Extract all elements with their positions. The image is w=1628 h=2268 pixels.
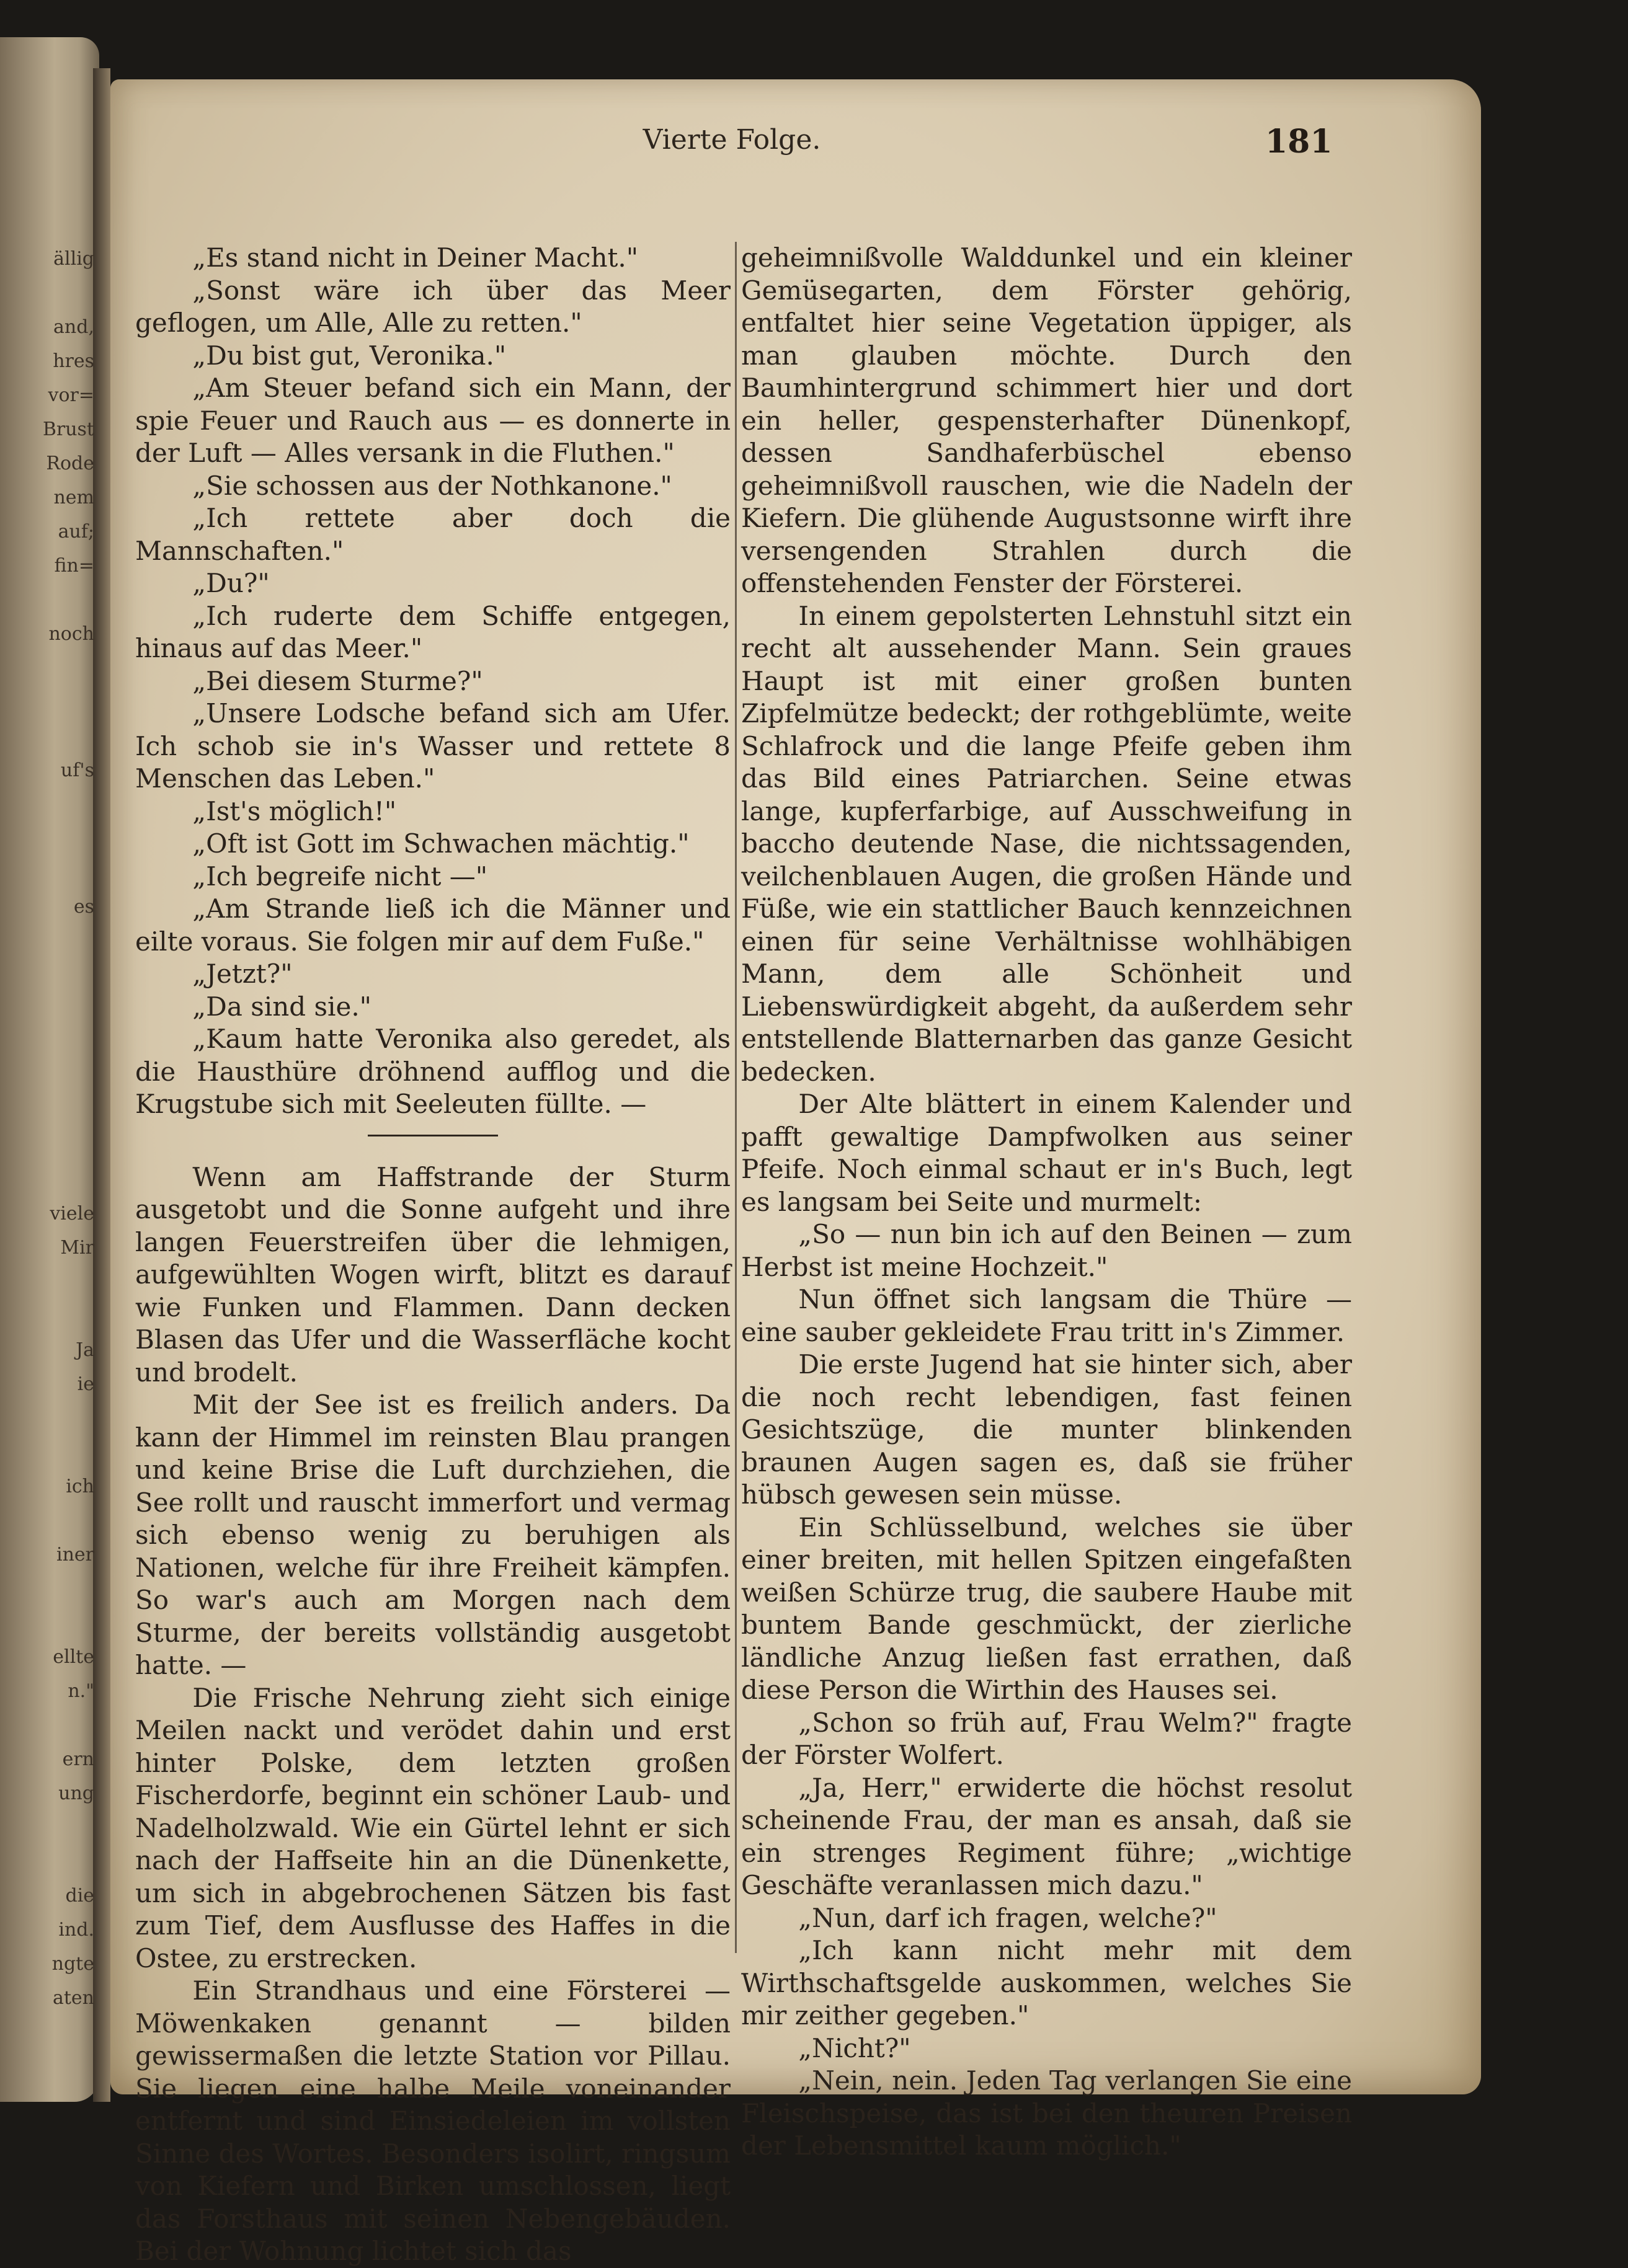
left-text-column xyxy=(135,242,731,2268)
paragraph: „Du bist gut, Veronika." xyxy=(192,340,507,371)
spine-text-fragment: uf's xyxy=(60,760,94,781)
paragraph: „Ich begreife nicht —" xyxy=(192,861,488,892)
running-head: Vierte Folge. xyxy=(643,124,821,156)
paragraph: „Es stand nicht in Deiner Macht." xyxy=(192,242,639,273)
book-gutter xyxy=(93,68,110,2102)
paragraph: „Nun, darf ich fragen, welche?" xyxy=(798,1902,1217,1933)
paragraph: „Unsere Lodsche befand sich am Ufer. Ich schob sie in's Wasser und rettete 8 Menschen das Leben." xyxy=(135,698,731,794)
paragraph: geheimnißvolle Walddunkel und ein kleiner Gemüsegarten, dem Förster gehörig, entfaltet hier seine Vegetation üppiger, als man glauben möchte. Durch den Baumhintergrund schimmert hier und dort ein heller, gespensterhafter Dünenkopf, dessen Sandhaferbüschel ebenso geheimnißvoll rauschen, wie die Nadeln der Kiefern. Die glühende Augustsonne wirft ihre versengenden Strahlen durch die offenstehenden Fenster der Försterei. xyxy=(741,242,1352,598)
spine-text-fragment: viele xyxy=(50,1203,94,1225)
paragraph: „Ja, Herr," erwiderte die höchst resolut scheinende Frau, der man es ansah, daß sie ein strenges Regiment führe; „wichtige Geschäfte veranlassen mich dazu." xyxy=(741,1772,1352,1900)
spine-text-fragment: auf; xyxy=(58,521,94,543)
paragraph: „Nicht?" xyxy=(798,2032,911,2063)
spine-text-fragment: die xyxy=(65,1885,94,1907)
paragraph: „Oft ist Gott im Schwachen mächtig." xyxy=(192,828,690,859)
spine-text-fragment: Brust xyxy=(42,419,94,440)
spine-text-fragment: noch xyxy=(48,623,94,645)
spine-text-fragment: aten xyxy=(52,1987,94,2009)
spine-text-fragment: ung xyxy=(58,1783,94,1804)
spine-text-fragment: Ja xyxy=(76,1339,94,1361)
spine-text-fragment: ind. xyxy=(58,1919,94,1941)
paragraph: „Sonst wäre ich über das Meer geflogen, um Alle, Alle zu retten." xyxy=(135,275,731,338)
paragraph: „Am Strande ließ ich die Männer und eilte voraus. Sie folgen mir auf dem Fuße." xyxy=(135,893,731,957)
paragraph: Die erste Jugend hat sie hinter sich, aber die noch recht lebendigen, fast feinen Gesichtszüge, die munter blinkenden braunen Augen sagen es, daß sie früher hübsch gewesen sein müsse. xyxy=(741,1349,1352,1510)
paragraph: „Jetzt?" xyxy=(192,959,293,989)
spine-text-fragment: ngte xyxy=(51,1953,94,1975)
spine-text-fragment: n." xyxy=(68,1680,94,1702)
section-separator-rule xyxy=(368,1135,498,1136)
paragraph: Mit der See ist es freilich anders. Da kann der Himmel im reinsten Blau prangen und keine Brise die Luft durchziehen, die See rollt und rauscht immerfort und vermag sich ebenso wenig zu beruhigen als Nationen, welche für ihre Freiheit kämpfen. So war's auch am Morgen nach dem Sturme, der bereits vollständig ausgetobt hatte. — xyxy=(135,1389,731,1680)
paragraph: „Ist's möglich!" xyxy=(192,795,397,826)
paragraph: „Sie schossen aus der Nothkanone." xyxy=(192,470,672,501)
spine-text-fragment: vor= xyxy=(48,384,94,406)
spine-text-fragment: ällig xyxy=(53,248,94,270)
paragraph: „Schon so früh auf, Frau Welm?" fragte der Förster Wolfert. xyxy=(741,1707,1352,1770)
spine-text-fragment: ern xyxy=(62,1748,94,1770)
paragraph: Die Frische Nehrung zieht sich einige Meilen nackt und verödet dahin und erst hinter Polske, dem letzten großen Fischerdorfe, beginnt ein schöner Laub- und Nadelholzwald. Wie ein Gürtel lehnt er sich nach der Haffseite hin an die Dünenkette, um sich in abgebrochenen Sätzen bis fast zum Tief, dem Ausflusse des Haffes in die Ostee, zu erstrecken. xyxy=(135,1682,731,1973)
column-divider-rule xyxy=(735,242,737,1953)
spine-text-fragment: es xyxy=(73,896,94,918)
spine-text-fragment: Mir xyxy=(60,1237,94,1259)
paragraph: „Ich rettete aber doch die Mannschaften." xyxy=(135,503,731,566)
spine-text-fragment: iner xyxy=(56,1544,94,1566)
spine-text-fragment: ich xyxy=(66,1476,94,1497)
spine-text-fragment: Rode xyxy=(46,453,94,474)
spine-text-fragment: and, xyxy=(53,316,94,338)
spine-text-fragment: hres xyxy=(53,350,94,372)
paragraph: Der Alte blättert in einem Kalender und pafft gewaltige Dampfwolken aus seiner Pfeife. Noch einmal schaut er in's Buch, legt es langsam bei Seite und murmelt: xyxy=(741,1089,1352,1217)
spine-text-fragment: nem xyxy=(53,487,94,508)
spine-text-fragment: fin= xyxy=(54,555,94,577)
paragraph: „Du?" xyxy=(192,568,270,598)
right-text-column xyxy=(741,242,1352,2163)
paragraph: Ein Strandhaus und eine Försterei — Möwenkaken genannt — bilden gewissermaßen die letzte Station vor Pillau. Sie liegen eine halbe Meile voneinander entfernt und sind Einsiedeleien im vollsten Sinne des Wortes. Besonders isolirt, ringsum von Kiefern und Birken umschlossen, liegt das Forsthaus mit seinen Nebengebäuden. Bei der Wohnung lichtet sich das xyxy=(135,1975,731,2266)
paragraph: „Ich kann nicht mehr mit dem Wirthschaftsgelde auskommen, welches Sie mir zeither gegeben." xyxy=(741,1935,1352,2031)
paragraph: „Kaum hatte Veronika also geredet, als die Hausthüre dröhnend aufflog und die Krugstube sich mit Seeleuten füllte. — xyxy=(135,1024,731,1119)
paragraph: „Am Steuer befand sich ein Mann, der spie Feuer und Rauch aus — es donnerte in der Luft — Alles versank in die Fluthen." xyxy=(135,373,731,468)
paragraph: „Da sind sie." xyxy=(192,991,371,1022)
paragraph: „Bei diesem Sturme?" xyxy=(192,665,483,696)
paragraph: „So — nun bin ich auf den Beinen — zum Herbst ist meine Hochzeit." xyxy=(741,1219,1352,1282)
paragraph: Ein Schlüsselbund, welches sie über einer breiten, mit hellen Spitzen eingefaßten weißen Schürze trug, die saubere Haube mit buntem Bande geschmückt, der zierliche ländliche Anzug ließen fast errathen, daß diese Person die Wirthin des Hauses sei. xyxy=(741,1512,1352,1705)
page-number: 181 xyxy=(1265,123,1333,161)
paragraph: „Ich ruderte dem Schiffe entgegen, hinaus auf das Meer." xyxy=(135,600,731,663)
spine-text-fragment: ellte xyxy=(53,1646,94,1668)
paragraph: Wenn am Haffstrande der Sturm ausgetobt und die Sonne aufgeht und ihre langen Feuerstreifen über die lehmigen, aufgewühlten Wogen wirft, blitzt es darauf wie Funken und Flammen. Dann decken Blasen das Ufer und die Wasserfläche kocht und brodelt. xyxy=(135,1161,731,1388)
paragraph: In einem gepolsterten Lehnstuhl sitzt ein recht alt aussehender Mann. Sein graues Haupt ist mit einer großen bunten Zipfelmütze bedeckt; der rothgeblümte, weite Schlafrock und die lange Pfeife geben ihm das Bild eines Patriarchen. Seine etwas lange, kupferfarbige, auf Ausschweifung in baccho deutende Nase, die nichtssagenden, veilchenblauen Augen, die großen Hände und Füße, wie ein stattlicher Bauch kennzeichnen einen für seine Verhältnisse wohlhäbigen Mann, dem alle Schönheit und Liebenswürdigkeit abgeht, da außerdem sehr entstellende Blatternarben das ganze Gesicht bedecken. xyxy=(741,600,1352,1087)
spine-text-fragment: ie xyxy=(77,1373,94,1395)
paragraph: „Nein, nein. Jeden Tag verlangen Sie eine Fleischspeise, das ist bei den theuren Preisen der Lebensmittel kaum möglich." xyxy=(741,2065,1352,2161)
paragraph: Nun öffnet sich langsam die Thüre — eine sauber gekleidete Frau tritt in's Zimmer. xyxy=(741,1284,1352,1347)
